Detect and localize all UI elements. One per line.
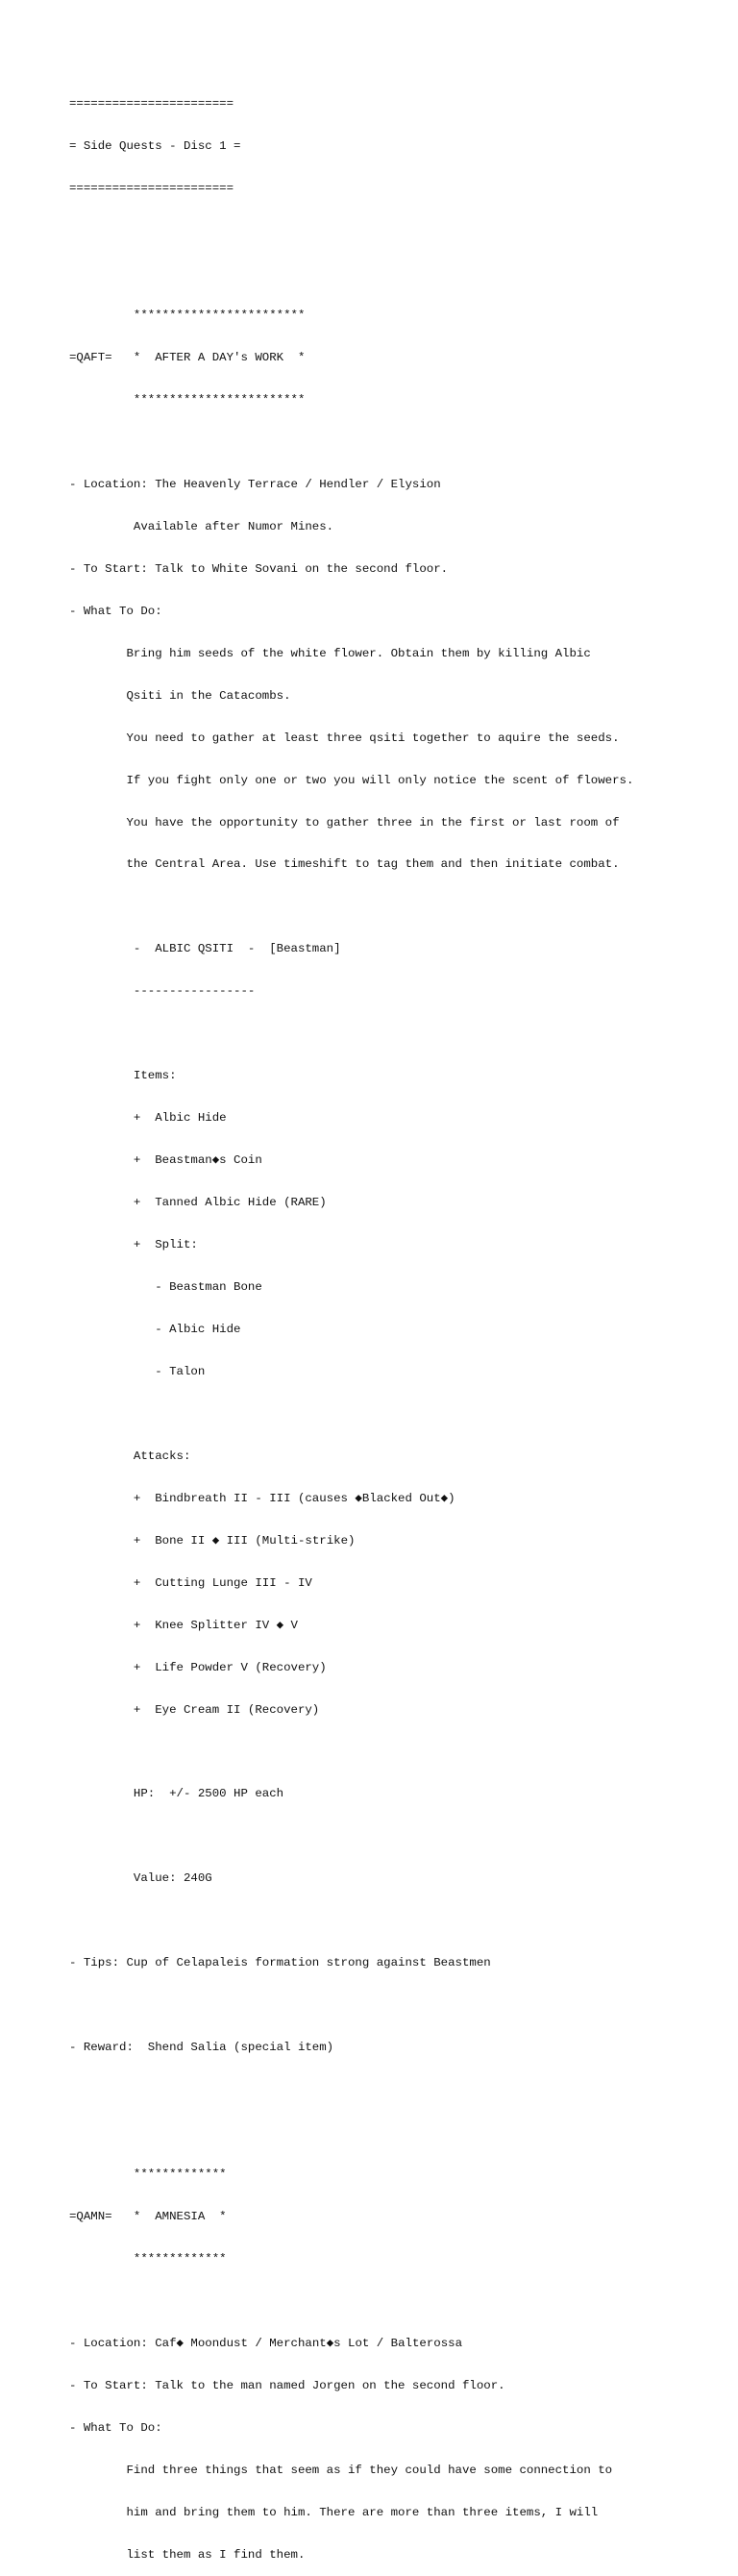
document-text [69, 69, 633, 2576]
to-start-line: - To Start: Talk to White Sovani on the second floor. [69, 561, 449, 576]
split-item-entry: - Albic Hide [69, 1322, 241, 1336]
attack-entry: + Life Powder V (Recovery) [69, 1660, 327, 1674]
blank-line [69, 224, 633, 238]
quest-title-qamn: =QAMN= * AMNESIA * [69, 2209, 227, 2223]
what-to-do-heading: - What To Do: [69, 604, 162, 618]
quest-title-qaft: =QAFT= * AFTER A DAY's WORK * [69, 351, 306, 365]
item-entry: + Tanned Albic Hide (RARE) [69, 1196, 327, 1210]
what-to-do-heading: - What To Do: [69, 2420, 162, 2435]
location-line: - Location: The Heavenly Terrace / Hendler / Elysion [69, 477, 441, 491]
instructions-line: him and bring them to him. There are more than three items, I will [69, 2505, 599, 2519]
reward-line: - Reward: Shend Salia (special item) [69, 2041, 334, 2055]
instructions-line: Bring him seeds of the white flower. Obtain them by killing Albic [69, 646, 591, 660]
value-line: Value: 240G [69, 1871, 212, 1886]
enemy-title: - ALBIC QSITI - [Beastman] [69, 942, 341, 956]
instructions-line: Qsiti in the Catacombs. [69, 688, 291, 703]
item-entry: + Albic Hide [69, 1111, 227, 1126]
quest-banner-rule: ************************ [69, 392, 306, 407]
split-item-entry: - Beastman Bone [69, 1280, 262, 1294]
blank-line [69, 1914, 633, 1928]
blank-line [69, 1829, 633, 1844]
blank-line [69, 900, 633, 914]
items-heading: Items: [69, 1069, 177, 1083]
tips-line: - Tips: Cup of Celapaleis formation strong against Beastmen [69, 1956, 491, 1970]
instructions-line: You have the opportunity to gather three in the first or last room of [69, 815, 620, 830]
hp-line: HP: +/- 2500 HP each [69, 1787, 284, 1801]
blank-line [69, 435, 633, 450]
blank-line [69, 1407, 633, 1422]
quest-banner-rule: ************************ [69, 309, 306, 323]
location-line: - Location: Caf◆ Moondust / Merchant◆s Lot / Balterossa [69, 2336, 463, 2350]
blank-line [69, 2125, 633, 2140]
instructions-line: Find three things that seem as if they could have some connection to [69, 2463, 613, 2477]
blank-line [69, 266, 633, 281]
quest-banner-rule: ************* [69, 2251, 227, 2266]
blank-line [69, 1027, 633, 1041]
blank-line [69, 1745, 633, 1759]
split-item-entry: - Talon [69, 1364, 206, 1378]
header-title: = Side Quests - Disc 1 = [69, 139, 241, 154]
header-rule-bottom: ======================= [69, 182, 234, 196]
attack-entry: + Bone II ◆ III (Multi-strike) [69, 1533, 356, 1548]
blank-line [69, 2083, 633, 2097]
header-rule-top: ======================= [69, 97, 234, 111]
blank-line [69, 1998, 633, 2013]
attack-entry: + Bindbreath II - III (causes ◆Blacked Out◆) [69, 1491, 455, 1505]
attack-entry: + Knee Splitter IV ◆ V [69, 1618, 298, 1632]
instructions-line: If you fight only one or two you will only notice the scent of flowers. [69, 773, 634, 787]
item-entry: + Beastman◆s Coin [69, 1153, 262, 1168]
instructions-line: You need to gather at least three qsiti together to aquire the seeds. [69, 731, 620, 745]
attacks-heading: Attacks: [69, 1449, 191, 1463]
enemy-title-rule: ----------------- [69, 984, 256, 999]
item-entry: + Split: [69, 1238, 198, 1252]
attack-entry: + Eye Cream II (Recovery) [69, 1702, 320, 1717]
instructions-line: the Central Area. Use timeshift to tag them and then initiate combat. [69, 857, 620, 872]
availability-line: Available after Numor Mines. [69, 519, 334, 533]
blank-line [69, 2294, 633, 2309]
to-start-line: - To Start: Talk to the man named Jorgen on the second floor. [69, 2378, 505, 2392]
attack-entry: + Cutting Lunge III - IV [69, 1575, 312, 1590]
instructions-line: list them as I find them. [69, 2547, 306, 2562]
quest-banner-rule: ************* [69, 2167, 227, 2182]
